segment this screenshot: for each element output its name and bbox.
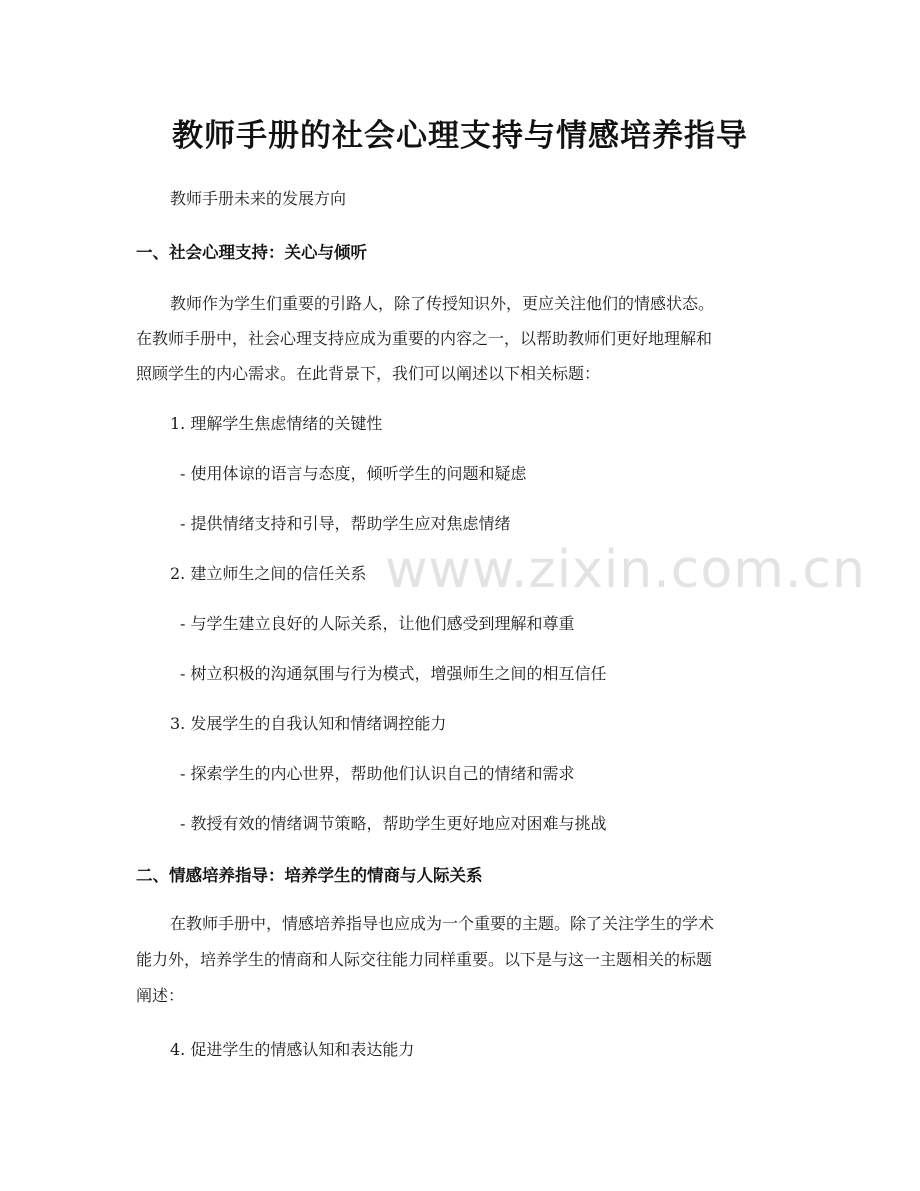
list-item-4: 4. 促进学生的情感认知和表达能力 [170, 1040, 415, 1059]
section-1-para-line-2: 在教师手册中，社会心理支持应成为重要的内容之一，以帮助教师们更好地理解和 [136, 329, 713, 348]
list-item-3: 3. 发展学生的自我认知和情绪调控能力 [170, 714, 447, 733]
section-1-para-line-3: 照顾学生的内心需求。在此背景下，我们可以阐述以下相关标题： [136, 364, 601, 383]
section-2-para-line-2: 能力外，培养学生的情商和人际交往能力同样重要。以下是与这一主题相关的标题 [136, 950, 713, 969]
list-item-2: 2. 建立师生之间的信任关系 [170, 564, 367, 583]
list-item-2-sub-2: - 树立积极的沟通氛围与行为模式，增强师生之间的相互信任 [180, 664, 607, 683]
section-2-heading: 二、情感培养指导：培养学生的情商与人际关系 [136, 866, 483, 885]
watermark: www.zixin.com.cn [385, 540, 866, 600]
section-2-para-line-1: 在教师手册中，情感培养指导也应成为一个重要的主题。除了关注学生的学术 [170, 914, 715, 933]
list-item-2-sub-1: - 与学生建立良好的人际关系，让他们感受到理解和尊重 [180, 614, 575, 633]
section-2-para-line-3: 阐述： [136, 986, 185, 1005]
page-title: 教师手册的社会心理支持与情感培养指导 [172, 118, 748, 154]
subtitle: 教师手册未来的发展方向 [170, 189, 347, 208]
list-item-1-sub-1: - 使用体谅的语言与态度，倾听学生的问题和疑虑 [180, 464, 527, 483]
list-item-1-sub-2: - 提供情绪支持和引导，帮助学生应对焦虑情绪 [180, 514, 511, 533]
section-1-para-line-1: 教师作为学生们重要的引路人，除了传授知识外，更应关注他们的情感状态。 [170, 294, 715, 313]
section-1-heading: 一、社会心理支持：关心与倾听 [136, 243, 367, 262]
list-item-1: 1. 理解学生焦虑情绪的关键性 [170, 414, 383, 433]
list-item-3-sub-2: - 教授有效的情绪调节策略，帮助学生更好地应对困难与挑战 [180, 814, 607, 833]
list-item-3-sub-1: - 探索学生的内心世界，帮助他们认识自己的情绪和需求 [180, 764, 575, 783]
